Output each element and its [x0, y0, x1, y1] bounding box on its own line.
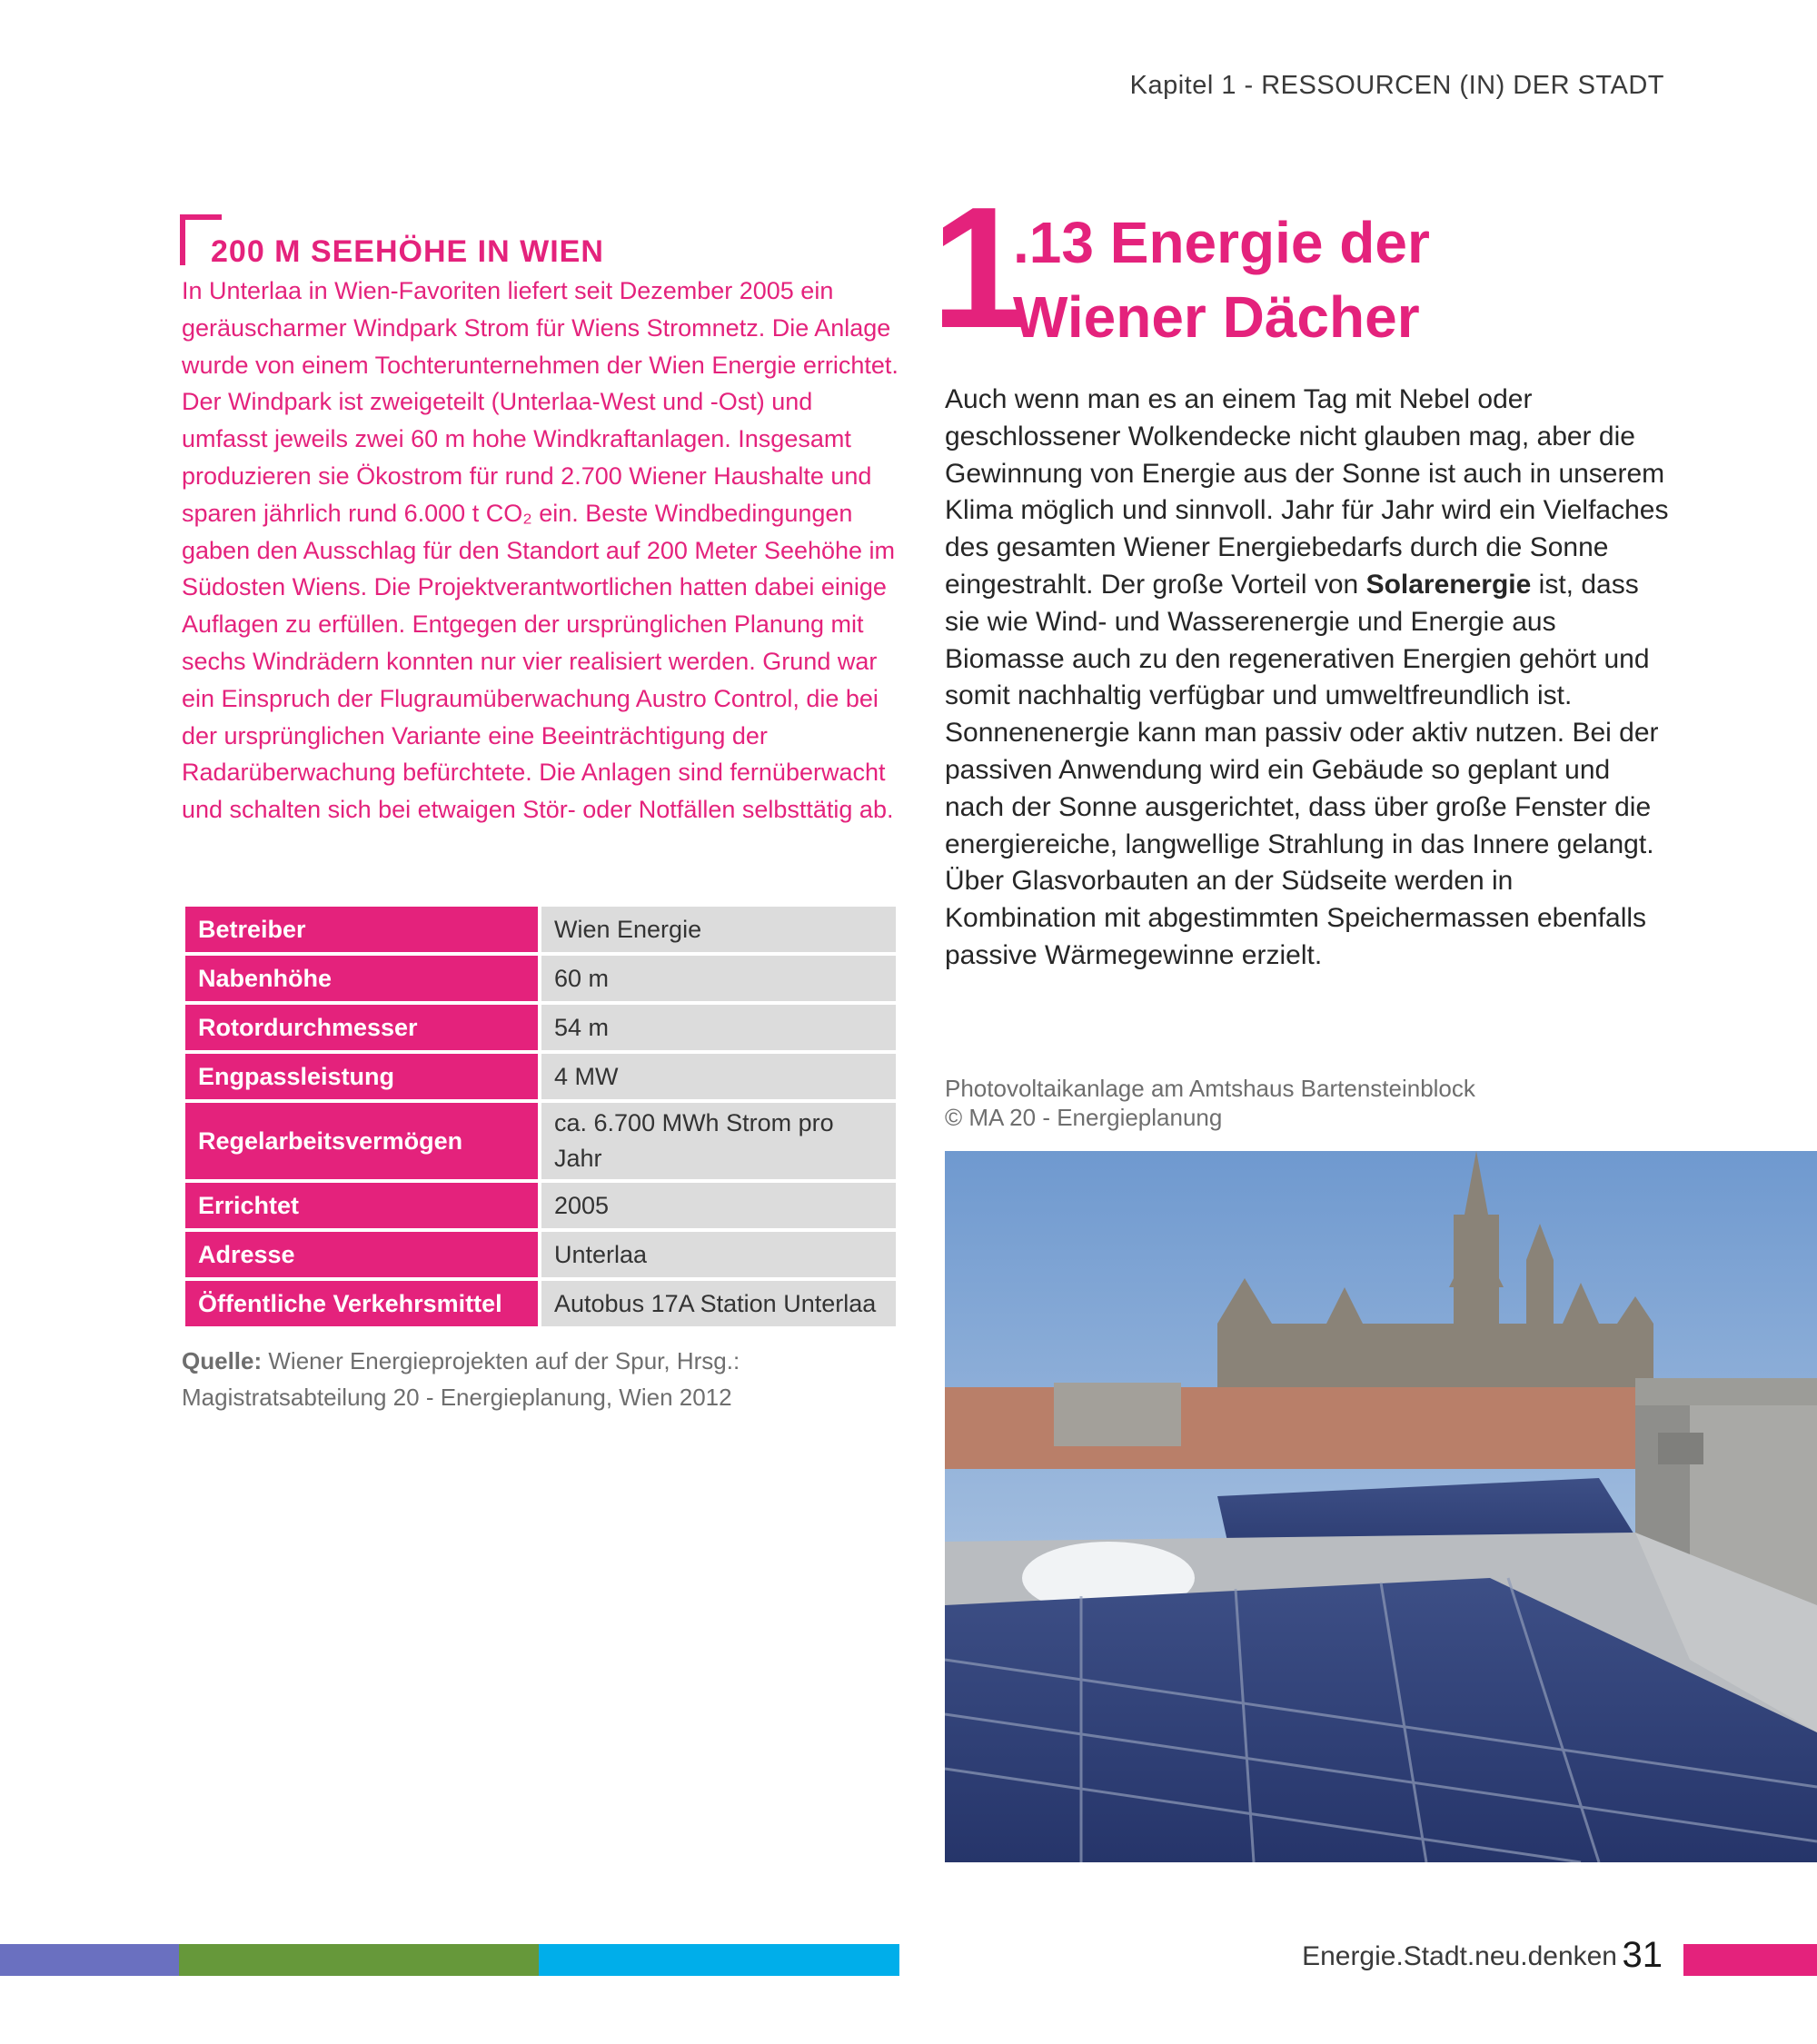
sidebar-heading: 200 M SEEHÖHE IN WIEN — [211, 234, 604, 269]
color-bar-pink — [1683, 1944, 1817, 1976]
fact-value: ca. 6.700 MWh Strom pro Jahr — [541, 1103, 896, 1179]
source-note — [182, 1343, 899, 1415]
fact-value: Autobus 17A Station Unterlaa — [541, 1281, 896, 1326]
source-text: Wiener Energieprojekten auf der Spur, Hrsg.: Magistratsabteilung 20 - Energieplanung, Wien 2012 — [182, 1347, 740, 1411]
fact-value: 60 m — [541, 956, 896, 1001]
table-row — [185, 1232, 896, 1277]
color-bar-purple — [0, 1944, 179, 1976]
fact-value: 4 MW — [541, 1054, 896, 1099]
photo-caption — [945, 1074, 1475, 1132]
fact-label: Regelarbeitsvermögen — [185, 1103, 538, 1179]
color-bar-blue — [539, 1944, 899, 1976]
body-text: ist, dass sie wie Wind- und Wasserenergie und Energie aus Biomasse auch zu den regenerativen Energien gehört und somit nachhaltig verfügbar und umweltfreundlich ist. Sonnenenergie kann man passiv oder aktiv nutzen. Bei der passiven Anwendung wird ein Gebäude so geplant und nach der Sonne ausgerichtet, dass über große Fenster die energiereiche, langwellige Strahlung in das Innere gelangt. Über Glasvorbauten an der Südseite werden in Kombination mit abgestimmten Speichermassen ebenfalls passive Wärmegewinne erzielt. — [945, 569, 1659, 970]
source-label: Quelle: — [182, 1347, 263, 1374]
table-row — [185, 956, 896, 1001]
table-row — [185, 907, 896, 952]
article-paragraph — [945, 382, 1672, 975]
caption-line: © MA 20 - Energieplanung — [945, 1104, 1223, 1131]
fact-label: Adresse — [185, 1232, 538, 1277]
fact-label: Errichtet — [185, 1183, 538, 1228]
fact-label: Betreiber — [185, 907, 538, 952]
footer-title: Energie.Stadt.neu.denken — [1302, 1941, 1617, 1971]
photovoltaic-photo — [945, 1151, 1817, 1862]
sidebar-paragraph: In Unterlaa in Wien-Favoriten liefert seit Dezember 2005 ein geräuscharmer Windpark Strom für Wiens Stromnetz. Die Anlage wurde von einem Tochterunternehmen der Wien Energie errichtet. Der Windpark ist zweigeteilt (Unterlaa-West und -Ost) und umfasst jeweils zwei 60 m hohe Windkraftanlagen. Insgesamt produzieren sie Ökostrom für rund 2.700 Wiener Haushalte und sparen jährlich rund 6.000 t CO₂ ein. Beste Windbedingungen gaben den Ausschlag für den Standort auf 200 Meter Seehöhe im Südosten Wiens. Die Projektverantwortlichen hatten dabei einige Auflagen zu erfüllen. Entgegen der ursprünglichen Planung mit sechs Windrädern konnten nur vier realisiert werden. Grund war ein Einspruch der Flugraumüberwachung Austro Control, die bei der ursprünglichen Variante eine Beeinträchtigung der Radarüberwachung befürchtete. Die Anlagen sind fernüberwacht und schalten sich bei etwaigen Stör- oder Notfällen selbsttätig ab. — [182, 277, 899, 824]
table-row — [185, 1281, 896, 1326]
fact-value: Unterlaa — [541, 1232, 896, 1277]
fact-value: 2005 — [541, 1183, 896, 1228]
fact-label: Nabenhöhe — [185, 956, 538, 1001]
fact-value: 54 m — [541, 1005, 896, 1050]
fact-label: Rotordurchmesser — [185, 1005, 538, 1050]
table-row — [185, 1183, 896, 1228]
body-text: Auch wenn man es an einem Tag mit Nebel oder geschlossener Wolkendecke nicht glauben mag, aber die Gewinnung von Energie aus der Sonne ist auch in unserem Klima möglich und sinnvoll. Jahr für Jahr wird ein Vielfaches des gesamten Wiener Energiebedarfs durch die Sonne eingestrahlt. Der große Vorteil von — [945, 384, 1669, 600]
title-line: .13 Energie der — [1013, 210, 1430, 275]
sidebar-text — [182, 273, 904, 829]
article-title — [1013, 205, 1430, 354]
fact-table — [182, 903, 899, 1330]
table-row — [185, 1054, 896, 1099]
chapter-header: Kapitel 1 - RESSOURCEN (IN) DER STADT — [1129, 71, 1664, 100]
fact-value: Wien Energie — [541, 907, 896, 952]
article-body — [945, 382, 1672, 975]
table-row — [185, 1005, 896, 1050]
page-number: 31 — [1622, 1935, 1663, 1975]
body-bold-term: Solarenergie — [1365, 569, 1532, 600]
table-row — [185, 1103, 896, 1179]
fact-label: Engpassleistung — [185, 1054, 538, 1099]
fact-label: Öffentliche Verkehrsmittel — [185, 1281, 538, 1326]
title-line: Wiener Dächer — [1013, 284, 1420, 350]
color-bar-green — [179, 1944, 539, 1976]
caption-line: Photovoltaikanlage am Amtshaus Bartensteinblock — [945, 1075, 1475, 1102]
chapter-number: 1 — [931, 172, 1028, 364]
